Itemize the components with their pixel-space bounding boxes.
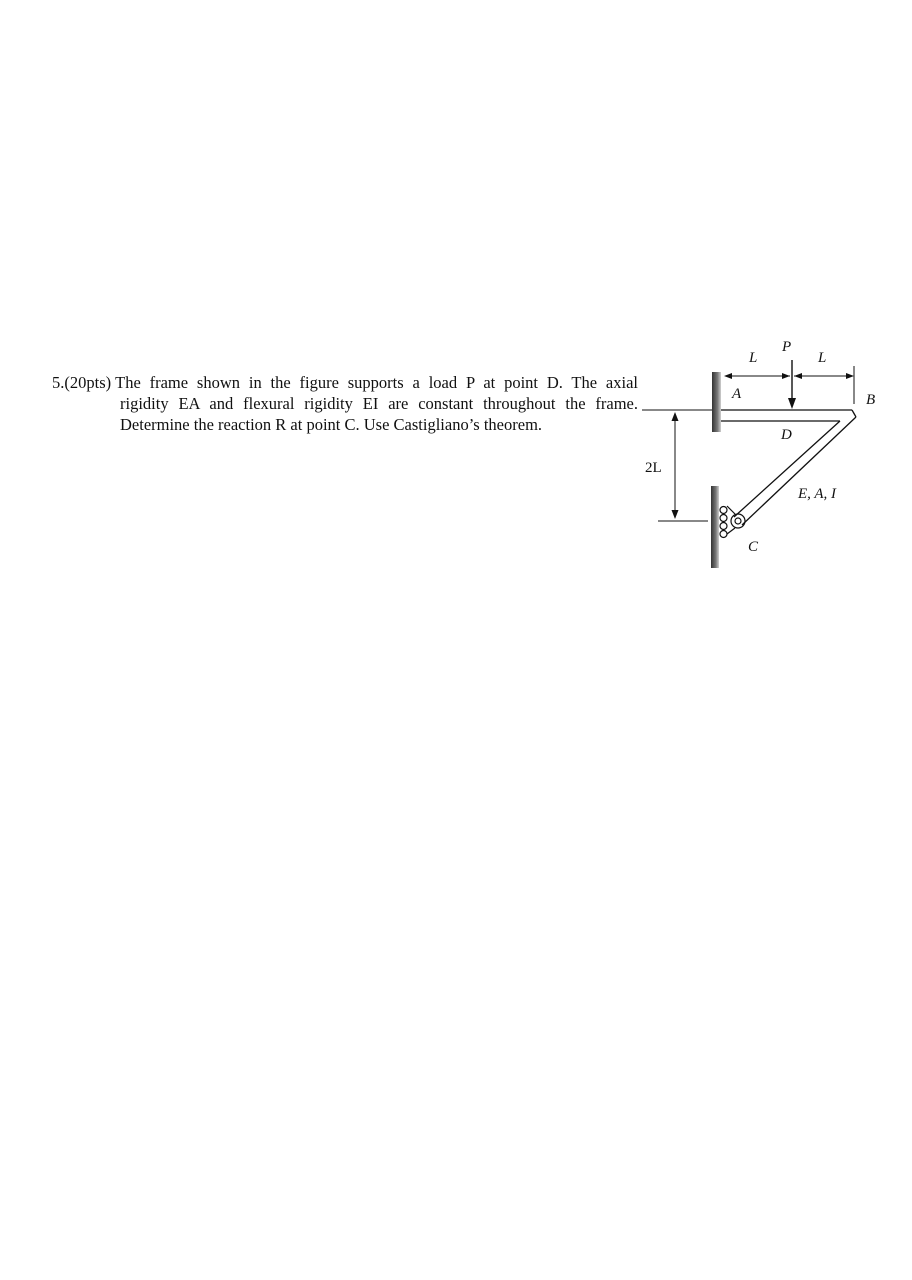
label-2l: 2L	[645, 460, 662, 476]
label-b: B	[866, 392, 876, 408]
dimension-l-left	[724, 373, 790, 379]
load-arrow-p	[788, 360, 796, 409]
label-d: D	[781, 427, 792, 443]
dimension-2l	[672, 412, 679, 519]
label-eai: E, A, I	[798, 486, 837, 502]
label-l-left: L	[749, 350, 758, 366]
problem-statement	[52, 372, 638, 435]
problem-line-3: Determine the reaction R at point C. Use Castigliano’s theorem.	[120, 415, 543, 434]
frame-figure	[630, 330, 890, 580]
label-l-right: L	[818, 350, 827, 366]
member-ab	[721, 410, 856, 421]
dimension-l-right	[794, 366, 854, 404]
lower-wall	[711, 486, 719, 568]
label-p: P	[782, 339, 792, 355]
upper-wall	[712, 372, 721, 432]
problem-line-1: 5.(20pts) The frame shown in the figure supports a load P at point D. The axial	[52, 373, 638, 392]
member-bc	[734, 417, 856, 525]
label-c: C	[748, 539, 759, 555]
problem-line-2: rigidity EA and flexural rigidity EI are constant throughout the frame.	[120, 394, 638, 413]
problem-number: 5.(20pts)	[52, 373, 112, 392]
label-a: A	[732, 386, 742, 402]
